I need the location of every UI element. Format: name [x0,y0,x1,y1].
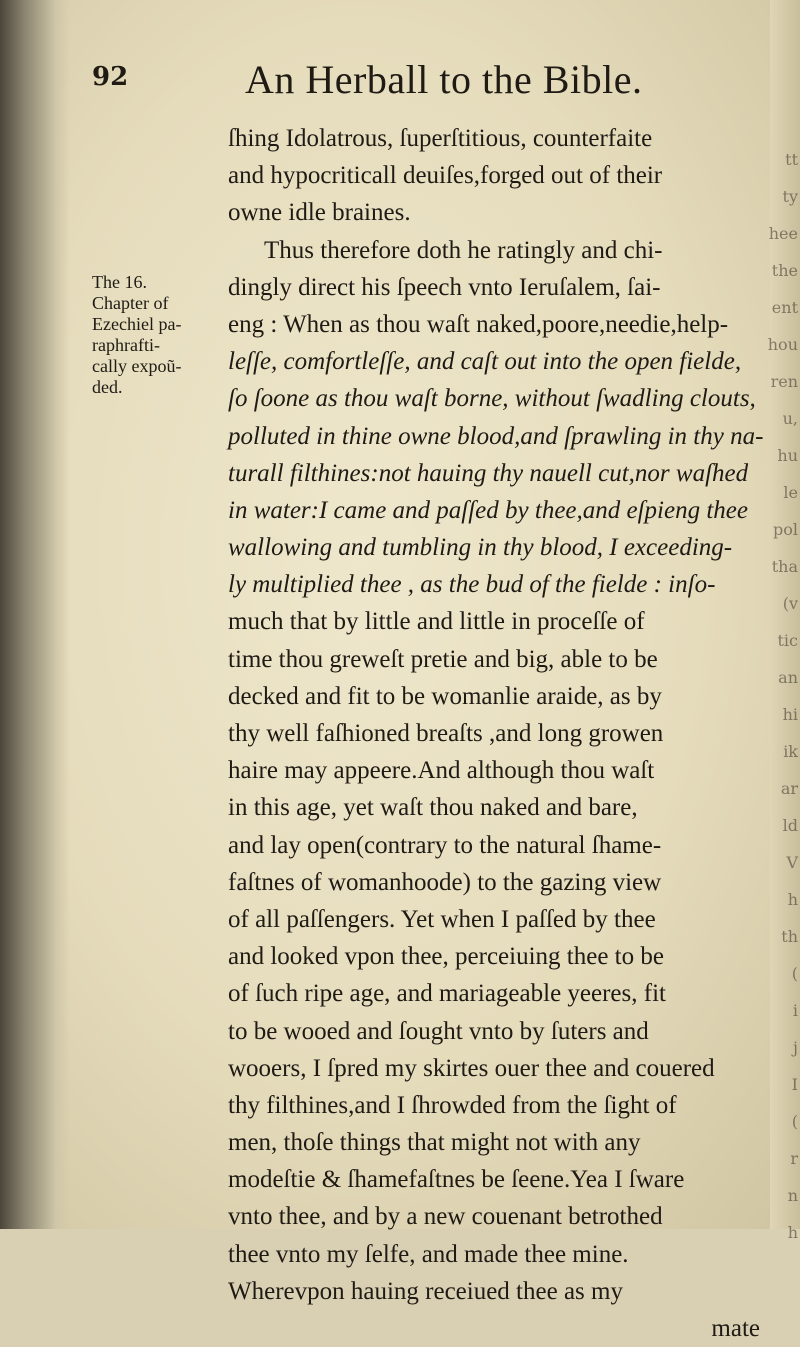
margin-note-line: Ezechiel pa- [92,314,182,334]
bleed-fragment: tha [771,557,798,576]
text-line: men, thoſe things that might not with any [228,1129,641,1157]
bleed-fragment: tic [777,631,798,650]
text-line: and hypocriticall deuiſes,forged out of their [228,162,663,190]
bleed-fragment: hee [768,224,798,243]
text-line: Wherevpon hauing receiued thee as my [228,1277,623,1305]
margin-note-line: Chapter of [92,293,169,313]
text-line: to be wooed and ſought vnto by ſuters and [228,1017,649,1045]
bleed-fragment: ( [791,1112,798,1131]
bleed-fragment: r [790,1149,798,1168]
margin-note-line: The 16. [92,272,147,292]
text-line: and looked vpon thee, perceiuing thee to be [228,943,664,971]
text-line: much that by little and little in proceſſe of [228,608,645,636]
book-gutter [0,0,70,1229]
text-line: and lay open(contrary to the natural ſhame- [228,831,662,859]
margin-note-line: ded. [92,377,123,397]
bleed-fragment: V [786,853,798,872]
text-line: thee vnto my ſelfe, and made thee mine. [228,1240,629,1268]
running-head: An Herball to the Bible. [245,57,643,102]
bleed-fragment: ent [771,298,798,317]
text-line: wallowing and tumbling in thy blood, I exceeding- [228,534,733,562]
bleed-fragment: u, [782,409,798,428]
bleed-fragment: n [787,1186,798,1205]
bleed-fragment: ik [783,742,798,761]
margin-note [92,272,222,398]
bleed-fragment: hu [777,446,798,465]
bleed-fragment: tt [785,150,798,169]
bleed-fragment: h [787,890,798,909]
text-line: thy filthines,and I ſhrowded from the ſight of [228,1091,677,1119]
bleed-fragment: I [791,1075,798,1094]
bleed-fragment: ren [770,372,798,391]
margin-note-line: cally expoũ- [92,356,182,376]
bleed-fragment: an [778,668,798,687]
text-line: in water:I came and paſſed by thee,and eſpieng thee [228,496,748,524]
facing-page-bleed-text [767,0,800,1242]
text-line: of all paſſengers. Yet when I paſſed by thee [228,905,656,933]
bleed-fragment: j [793,1038,798,1057]
bleed-fragment: ty [782,187,798,206]
text-line: decked and fit to be womanlie araide, as by [228,682,662,710]
text-line: of ſuch ripe age, and mariageable yeeres, fit [228,980,666,1008]
text-line: dingly direct his ſpeech vnto Ieruſalem, ſai- [228,273,661,301]
text-line: faſtnes of womanhoode) to the gazing view [228,868,662,896]
page-number: 92 [92,62,129,92]
bleed-fragment: pol [773,520,798,539]
text-line: mate [711,1315,760,1342]
bleed-fragment: ar [780,779,798,798]
bleed-fragment: hi [782,705,798,724]
bleed-fragment: th [781,927,798,946]
margin-note-line: raphrafti- [92,335,160,355]
text-line: thy well faſhioned breaſts ,and long growen [228,720,664,747]
text-line: haire may appeere.And although thou waſt [228,757,655,785]
text-line: time thou greweſt pretie and big, able to be [228,645,658,673]
text-line: ly multiplied thee , as the bud of the fielde : inſo- [228,571,716,599]
text-line: polluted in thine owne blood,and ſprawling in thy na- [228,422,764,450]
bleed-fragment: (v [782,594,798,613]
text-line: eng : When as thou waſt naked,poore,needie,help- [228,310,729,338]
bleed-fragment: i [792,1001,798,1020]
text-line: in this age, yet waſt thou naked and bare, [228,794,638,822]
text-line: leſſe, comfortleſſe, and caſt out into the open fielde, [228,348,742,376]
text-line: ſhing Idolatrous, ſuperſtitious, counterfaite [228,125,653,152]
bleed-fragment: the [771,261,798,280]
bleed-fragment: hou [767,335,798,354]
bleed-fragment: ( [791,964,798,983]
body-text [228,120,768,1347]
text-line: vnto thee, and by a new couenant betrothed [228,1203,663,1231]
text-line: owne idle braines. [228,199,411,227]
bleed-fragment: h [787,1223,798,1242]
text-line: ſo ſoone as thou waſt borne, without ſwadling clouts, [228,385,756,413]
text-line: modeſtie & ſhamefaſtnes be ſeene.Yea I ſware [228,1166,685,1194]
text-line: turall filthines:not hauing thy nauell cut,nor waſhed [228,459,749,487]
text-line: wooers, I ſpred my skirtes ouer thee and couered [228,1054,715,1082]
text-line: Thus therefore doth he ratingly and chi- [264,236,663,264]
bleed-fragment: le [783,483,798,502]
bleed-fragment: ld [782,816,798,835]
